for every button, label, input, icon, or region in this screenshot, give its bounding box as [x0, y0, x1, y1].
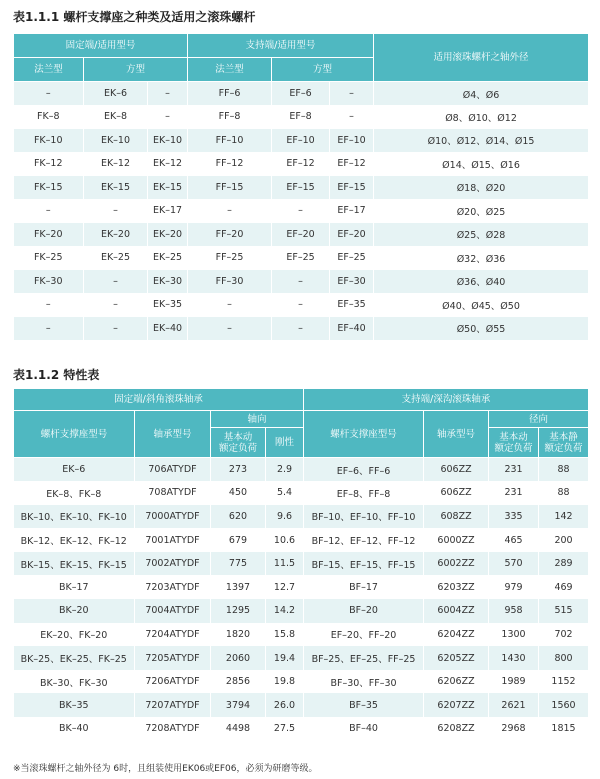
table-cell: 26.0: [266, 693, 304, 717]
table-cell: 15.8: [266, 623, 304, 647]
table-cell: 800: [539, 646, 589, 670]
table-row: [14, 528, 589, 552]
table-cell: 1815: [539, 717, 589, 741]
table-cell: BK–15、EK–15、FK–15: [14, 552, 135, 576]
table-cell: EK–10: [148, 129, 188, 153]
table-cell: EK–35: [148, 293, 188, 317]
table-cell: EF–25: [272, 246, 330, 270]
table-cell: FF–25: [188, 246, 272, 270]
table-cell: 2621: [489, 693, 539, 717]
table-cell: EK–8、FK–8: [14, 481, 135, 505]
table-cell: 958: [489, 599, 539, 623]
table-cell: 606ZZ: [424, 458, 489, 482]
table-cell: EF–8: [272, 105, 330, 129]
table-cell: 1560: [539, 693, 589, 717]
table-cell: BF–15、EF–15、FF–15: [304, 552, 424, 576]
table-row: [14, 223, 589, 247]
table-cell: 620: [211, 505, 266, 529]
table2-title: 表1.1.2 特性表: [13, 368, 100, 382]
table-cell: Ø20、Ø25: [374, 199, 589, 223]
table-cell: 706ATYDF: [135, 458, 211, 482]
table-cell: 6204ZZ: [424, 623, 489, 647]
table-cell: FK–10: [14, 129, 84, 153]
table-cell: 5.4: [266, 481, 304, 505]
table-cell: 1300: [489, 623, 539, 647]
table-cell: –: [84, 270, 148, 294]
square-type-header: 方型: [84, 58, 188, 82]
table-cell: EF–12: [330, 152, 374, 176]
seat-model-header-2: 螺杆支撑座型号: [304, 411, 424, 458]
table-cell: BF–12、EF–12、FF–12: [304, 528, 424, 552]
table-cell: 289: [539, 552, 589, 576]
table-cell: EF–10: [330, 129, 374, 153]
table-cell: FF–8: [188, 105, 272, 129]
table-cell: 14.2: [266, 599, 304, 623]
bearing-model-header-2: 轴承型号: [424, 411, 489, 458]
table-cell: EF–20: [330, 223, 374, 247]
rigidity-header: 刚性: [266, 428, 304, 458]
radial-dynamic-load-header: 基本动 额定负荷: [489, 428, 539, 458]
table-cell: EF–15: [272, 176, 330, 200]
table-cell: EK–25: [148, 246, 188, 270]
table-cell: 1430: [489, 646, 539, 670]
table-cell: 6203ZZ: [424, 575, 489, 599]
table-cell: 775: [211, 552, 266, 576]
table-cell: 88: [539, 481, 589, 505]
table-cell: 11.5: [266, 552, 304, 576]
table-row: [14, 481, 589, 505]
table-row: [14, 717, 589, 741]
table-row: [14, 575, 589, 599]
table-cell: 7205ATYDF: [135, 646, 211, 670]
footnote: ※当滚珠螺杆之轴外径为 6时，且组装使用EK06或EF06，必须为研磨等级。: [13, 764, 318, 774]
table-cell: 7004ATYDF: [135, 599, 211, 623]
table-cell: 142: [539, 505, 589, 529]
table-cell: EK–6: [14, 458, 135, 482]
table-row: [14, 152, 589, 176]
table-cell: EF–17: [330, 199, 374, 223]
table-cell: –: [330, 105, 374, 129]
table-cell: BK–20: [14, 599, 135, 623]
table-row: [14, 105, 589, 129]
table-cell: EK–15: [84, 176, 148, 200]
table-row: [14, 199, 589, 223]
radial-static-load-header: 基本静 额定负荷: [539, 428, 589, 458]
table-row: [14, 599, 589, 623]
table-cell: BK–17: [14, 575, 135, 599]
table-row: [14, 176, 589, 200]
table-cell: 12.7: [266, 575, 304, 599]
table-cell: EF–20、FF–20: [304, 623, 424, 647]
table-cell: 469: [539, 575, 589, 599]
table-cell: BK–12、EK–12、FK–12: [14, 528, 135, 552]
table-cell: EK–20: [148, 223, 188, 247]
table-cell: 3794: [211, 693, 266, 717]
table-cell: FF–10: [188, 129, 272, 153]
table-cell: EF–30: [330, 270, 374, 294]
table-cell: 7203ATYDF: [135, 575, 211, 599]
table-row: [14, 317, 589, 341]
table-cell: Ø18、Ø20: [374, 176, 589, 200]
table-cell: –: [14, 82, 84, 106]
table-row: [14, 270, 589, 294]
table-cell: 2.9: [266, 458, 304, 482]
table-cell: 6206ZZ: [424, 670, 489, 694]
table-cell: 9.6: [266, 505, 304, 529]
table-cell: 10.6: [266, 528, 304, 552]
table-cell: Ø25、Ø28: [374, 223, 589, 247]
table-cell: 679: [211, 528, 266, 552]
table-cell: –: [188, 199, 272, 223]
table-cell: EK–20、FK–20: [14, 623, 135, 647]
table-cell: EK–30: [148, 270, 188, 294]
table-cell: –: [84, 199, 148, 223]
table-cell: Ø50、Ø55: [374, 317, 589, 341]
table-cell: BF–10、EF–10、FF–10: [304, 505, 424, 529]
bearing-model-header: 轴承型号: [135, 411, 211, 458]
table-cell: EK–20: [84, 223, 148, 247]
table-cell: –: [14, 199, 84, 223]
table-row: [14, 246, 589, 270]
table-cell: EK–12: [84, 152, 148, 176]
table-cell: EK–25: [84, 246, 148, 270]
table-cell: EF–35: [330, 293, 374, 317]
table-cell: 200: [539, 528, 589, 552]
support-end-bearing-header: 支持端/深沟滚珠轴承: [304, 389, 589, 411]
table-cell: BK–10、EK–10、FK–10: [14, 505, 135, 529]
axial-dynamic-load-header: 基本动 额定负荷: [211, 428, 266, 458]
table-cell: EK–12: [148, 152, 188, 176]
table-cell: 465: [489, 528, 539, 552]
table-cell: FF–12: [188, 152, 272, 176]
table-cell: FK–20: [14, 223, 84, 247]
table-row: [14, 552, 589, 576]
table-cell: EF–8、FF–8: [304, 481, 424, 505]
table-cell: 608ZZ: [424, 505, 489, 529]
table-cell: 273: [211, 458, 266, 482]
table-cell: 1152: [539, 670, 589, 694]
table-cell: 979: [489, 575, 539, 599]
table-cell: EK–40: [148, 317, 188, 341]
table-cell: 7207ATYDF: [135, 693, 211, 717]
table-cell: Ø36、Ø40: [374, 270, 589, 294]
table-cell: FF–15: [188, 176, 272, 200]
table-cell: –: [272, 317, 330, 341]
table-cell: 335: [489, 505, 539, 529]
table-cell: 19.4: [266, 646, 304, 670]
table-cell: 231: [489, 481, 539, 505]
flange-type-header: 法兰型: [14, 58, 84, 82]
table-cell: 6002ZZ: [424, 552, 489, 576]
table-row: [14, 458, 589, 482]
table-cell: Ø4、Ø6: [374, 82, 589, 106]
table-cell: BK–35: [14, 693, 135, 717]
table-cell: EK–8: [84, 105, 148, 129]
table2-body: [14, 458, 589, 741]
table-cell: 231: [489, 458, 539, 482]
table-cell: 7001ATYDF: [135, 528, 211, 552]
table-row: [14, 623, 589, 647]
table-cell: –: [148, 105, 188, 129]
table-row: [14, 646, 589, 670]
table-cell: FK–15: [14, 176, 84, 200]
table-cell: –: [14, 317, 84, 341]
table-row: [14, 129, 589, 153]
table-cell: BF–30、FF–30: [304, 670, 424, 694]
table-cell: EF–20: [272, 223, 330, 247]
table-cell: 1820: [211, 623, 266, 647]
table-cell: 7002ATYDF: [135, 552, 211, 576]
table-cell: –: [272, 270, 330, 294]
table-cell: FF–20: [188, 223, 272, 247]
table-cell: EF–12: [272, 152, 330, 176]
table-row: [14, 670, 589, 694]
table-cell: 1295: [211, 599, 266, 623]
axial-header: 轴向: [211, 411, 304, 428]
table-cell: 27.5: [266, 717, 304, 741]
table-cell: BK–30、FK–30: [14, 670, 135, 694]
table-cell: 6205ZZ: [424, 646, 489, 670]
radial-header: 径向: [489, 411, 589, 428]
fixed-end-bearing-header: 固定端/斜角滚珠轴承: [14, 389, 304, 411]
table-cell: EF–6: [272, 82, 330, 106]
table-cell: EK–17: [148, 199, 188, 223]
table-cell: 19.8: [266, 670, 304, 694]
table-cell: EK–15: [148, 176, 188, 200]
table-cell: 6207ZZ: [424, 693, 489, 717]
table-cell: Ø10、Ø12、Ø14、Ø15: [374, 129, 589, 153]
table-cell: 88: [539, 458, 589, 482]
table-cell: –: [14, 293, 84, 317]
table-cell: 515: [539, 599, 589, 623]
characteristics-table: [13, 388, 589, 741]
table-cell: 2060: [211, 646, 266, 670]
support-end-header: 支持端/适用型号: [188, 34, 374, 58]
table-cell: Ø14、Ø15、Ø16: [374, 152, 589, 176]
seat-model-header: 螺杆支撑座型号: [14, 411, 135, 458]
square-type-header-2: 方型: [272, 58, 374, 82]
table1-body: [14, 82, 589, 341]
table-cell: FK–12: [14, 152, 84, 176]
table-row: [14, 293, 589, 317]
table-cell: BF–17: [304, 575, 424, 599]
table-cell: 7204ATYDF: [135, 623, 211, 647]
table-cell: 6004ZZ: [424, 599, 489, 623]
table-cell: –: [148, 82, 188, 106]
table-cell: 7208ATYDF: [135, 717, 211, 741]
table-cell: EF–10: [272, 129, 330, 153]
table-cell: 2856: [211, 670, 266, 694]
table-cell: 6208ZZ: [424, 717, 489, 741]
table-row: [14, 505, 589, 529]
table-row: [14, 693, 589, 717]
support-types-table: [13, 33, 589, 340]
table-cell: 4498: [211, 717, 266, 741]
table-cell: 7206ATYDF: [135, 670, 211, 694]
table-cell: EF–15: [330, 176, 374, 200]
table-cell: 1989: [489, 670, 539, 694]
table1-title: 表1.1.1 螺杆支撑座之种类及适用之滚珠螺杆: [13, 10, 256, 24]
table-cell: EK–6: [84, 82, 148, 106]
table-cell: 708ATYDF: [135, 481, 211, 505]
table-cell: 702: [539, 623, 589, 647]
table-cell: FK–25: [14, 246, 84, 270]
table-cell: BK–25、EK–25、FK–25: [14, 646, 135, 670]
table-cell: FF–30: [188, 270, 272, 294]
table-cell: EK–10: [84, 129, 148, 153]
flange-type-header-2: 法兰型: [188, 58, 272, 82]
table-cell: EF–6、FF–6: [304, 458, 424, 482]
table-cell: 450: [211, 481, 266, 505]
table-cell: –: [84, 317, 148, 341]
table-cell: Ø40、Ø45、Ø50: [374, 293, 589, 317]
table-cell: EF–25: [330, 246, 374, 270]
table-cell: –: [188, 293, 272, 317]
table-cell: FK–30: [14, 270, 84, 294]
table-cell: BF–35: [304, 693, 424, 717]
table-cell: 2968: [489, 717, 539, 741]
table-cell: –: [84, 293, 148, 317]
table-cell: 1397: [211, 575, 266, 599]
table-cell: FF–6: [188, 82, 272, 106]
table-cell: BF–25、EF–25、FF–25: [304, 646, 424, 670]
table-cell: –: [330, 82, 374, 106]
table-cell: 606ZZ: [424, 481, 489, 505]
table-cell: BK–40: [14, 717, 135, 741]
table-cell: FK–8: [14, 105, 84, 129]
fixed-end-header: 固定端/适用型号: [14, 34, 188, 58]
table-cell: Ø32、Ø36: [374, 246, 589, 270]
table-cell: 7000ATYDF: [135, 505, 211, 529]
table-cell: 6000ZZ: [424, 528, 489, 552]
table-cell: 570: [489, 552, 539, 576]
table-cell: –: [272, 293, 330, 317]
table-cell: –: [272, 199, 330, 223]
table-cell: Ø8、Ø10、Ø12: [374, 105, 589, 129]
table-cell: EF–40: [330, 317, 374, 341]
shaft-diameter-header: 适用滚珠螺杆之轴外径: [374, 34, 589, 82]
table-row: [14, 82, 589, 106]
table-cell: BF–40: [304, 717, 424, 741]
table-cell: –: [188, 317, 272, 341]
table-cell: BF–20: [304, 599, 424, 623]
